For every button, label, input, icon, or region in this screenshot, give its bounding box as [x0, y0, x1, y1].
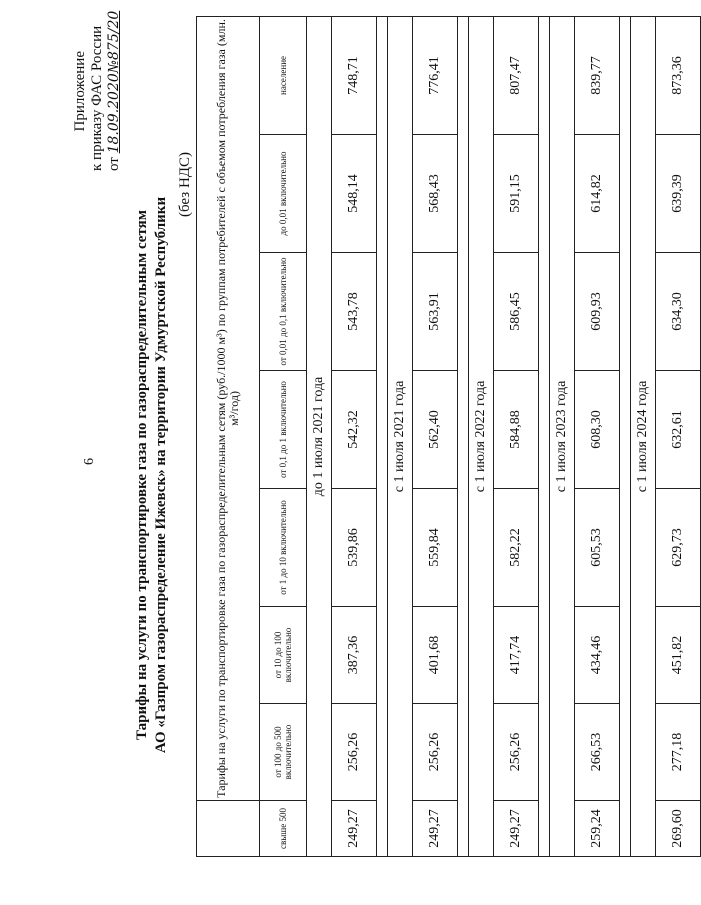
table-cell: 608,30	[575, 371, 620, 489]
table-header-top	[197, 16, 260, 856]
table-cell: 256,26	[413, 704, 458, 801]
table-cell: 417,74	[494, 607, 539, 704]
appendix-line2: к приказу ФАС России	[89, 25, 105, 171]
spacer-cell	[620, 16, 631, 856]
table-cell: 451,82	[656, 607, 701, 704]
table-cell: 839,77	[575, 16, 620, 134]
table-row	[575, 16, 620, 856]
column-header: от 0,1 до 1 включительно	[260, 371, 307, 489]
spacer-row	[458, 16, 469, 856]
table-cell: 563,91	[413, 253, 458, 371]
table-cell: 559,84	[413, 489, 458, 607]
table-cell: 249,27	[494, 801, 539, 857]
period-row	[307, 16, 332, 856]
column-header: от 100 до 500 включительно	[260, 704, 307, 801]
period-row	[469, 16, 494, 856]
table-cell: 256,26	[494, 704, 539, 801]
table-cell: 639,39	[656, 135, 701, 253]
table-cell: 632,61	[656, 371, 701, 489]
table-column-headers	[260, 16, 307, 856]
appendix-date-prefix: от	[106, 157, 122, 171]
table-cell: 586,45	[494, 253, 539, 371]
table-cell: 873,36	[656, 16, 701, 134]
table-cell: 629,73	[656, 489, 701, 607]
table-cell: 277,18	[656, 704, 701, 801]
period-label: с 1 июля 2021 года	[388, 16, 413, 856]
table-row	[332, 16, 377, 856]
period-row	[550, 16, 575, 856]
table-cell: 256,26	[332, 704, 377, 801]
table-cell: 539,86	[332, 489, 377, 607]
table-cell: 401,68	[413, 607, 458, 704]
table-row	[413, 16, 458, 856]
table-cell: 748,71	[332, 16, 377, 134]
column-header: свыше 500	[260, 801, 307, 857]
spacer-cell	[377, 16, 388, 856]
column-header: от 10 до 100 включительно	[260, 607, 307, 704]
spacer-cell	[458, 16, 469, 856]
table-cell: 249,27	[413, 801, 458, 857]
appendix-line3	[106, 10, 123, 171]
table-cell: 548,14	[332, 135, 377, 253]
spacer-cell	[539, 16, 550, 856]
table-cell: 609,93	[575, 253, 620, 371]
table-cell: 584,88	[494, 371, 539, 489]
table-cell: 387,36	[332, 607, 377, 704]
period-row	[631, 16, 656, 856]
column-header: население	[260, 16, 307, 134]
table-header-caption: Тарифы на услуги по транспортировке газа по газораспределительным сетям (руб./1000 м³) по группам потребителей с объемом потребления газа (млн. м³/год)	[197, 16, 260, 800]
column-header: от 0,01 до 0,1 включительно	[260, 253, 307, 371]
document-title	[133, 145, 171, 805]
header-empty-cell	[197, 801, 260, 857]
spacer-row	[620, 16, 631, 856]
tariff-table	[196, 16, 701, 857]
table-cell: 807,47	[494, 16, 539, 134]
appendix-line1: Приложение	[72, 51, 88, 132]
table-cell: 562,40	[413, 371, 458, 489]
appendix-block	[72, 10, 123, 171]
table-row	[656, 16, 701, 856]
table-cell: 634,30	[656, 253, 701, 371]
period-label: с 1 июля 2022 года	[469, 16, 494, 856]
period-row	[388, 16, 413, 856]
table-cell: 605,53	[575, 489, 620, 607]
column-header: до 0,01 включительно	[260, 135, 307, 253]
table-cell: 582,22	[494, 489, 539, 607]
handwritten-order-number: 18.09.2020№875/20	[106, 10, 122, 154]
table-cell: 776,41	[413, 16, 458, 134]
table-cell: 542,32	[332, 371, 377, 489]
table-cell: 269,60	[656, 801, 701, 857]
spacer-row	[539, 16, 550, 856]
table-cell: 614,82	[575, 135, 620, 253]
title-line2: АО «Газпром газораспределение Ижевск» на территории Удмуртской Республики	[153, 196, 169, 754]
table-cell: 543,78	[332, 253, 377, 371]
column-header: от 1 до 10 включительно	[260, 489, 307, 607]
table-cell: 568,43	[413, 135, 458, 253]
table-cell: 249,27	[332, 801, 377, 857]
period-label: с 1 июля 2024 года	[631, 16, 656, 856]
spacer-row	[377, 16, 388, 856]
table-cell: 591,15	[494, 135, 539, 253]
period-label: до 1 июля 2021 года	[307, 16, 332, 856]
table-cell: 266,53	[575, 704, 620, 801]
page-number: 6	[82, 458, 97, 465]
vat-note: (без НДС)	[177, 151, 193, 217]
period-label: с 1 июля 2023 года	[550, 16, 575, 856]
title-line1: Тарифы на услуги по транспортировке газа по газораспределительным сетям	[134, 210, 150, 740]
table-cell: 434,46	[575, 607, 620, 704]
table-cell: 259,24	[575, 801, 620, 857]
table-row	[494, 16, 539, 856]
